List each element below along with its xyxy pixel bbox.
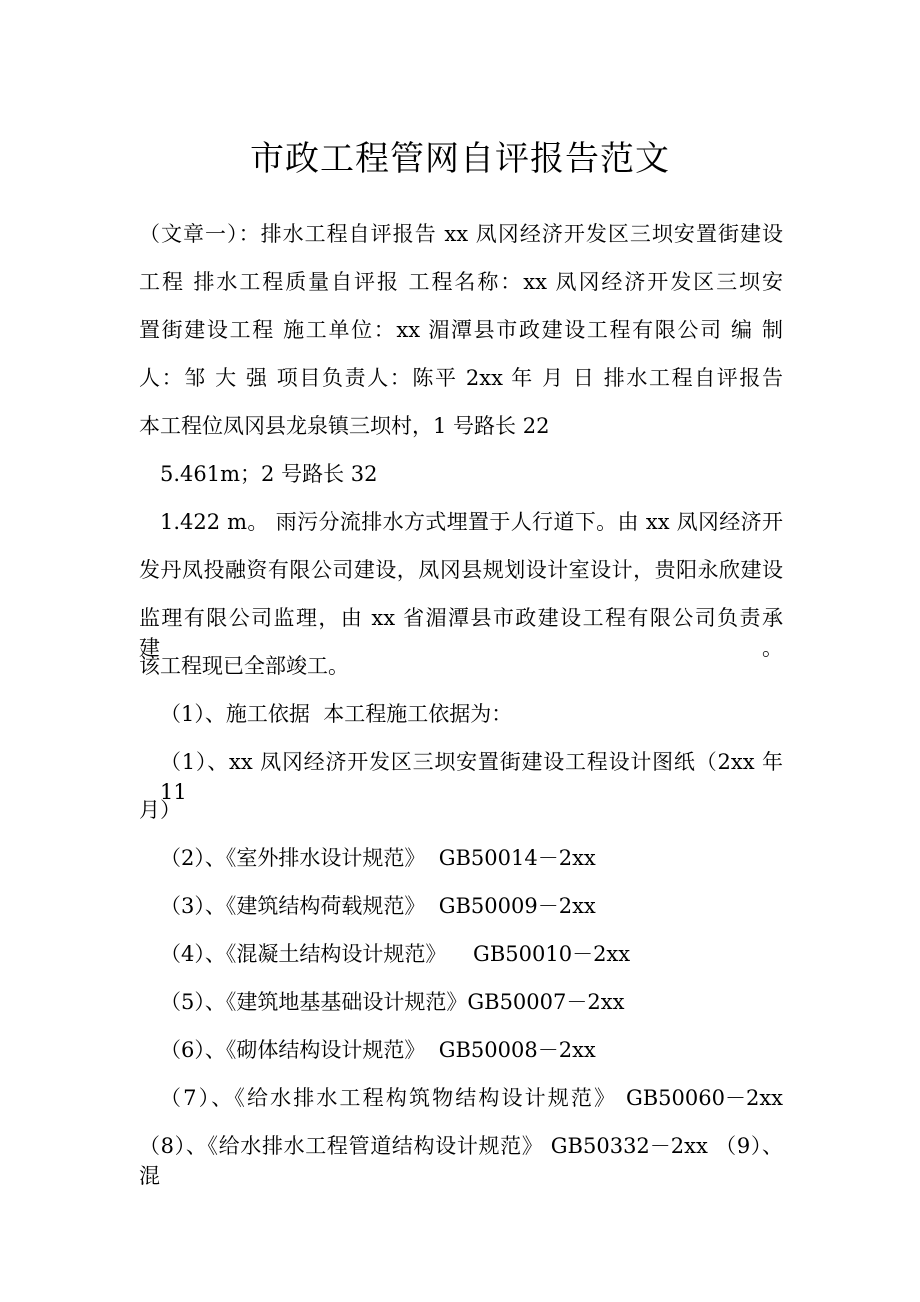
paragraph-line: 工程 排水工程质量自评报 工程名称：xx 凤冈经济开发区三坝安 [139, 270, 783, 294]
list-item: （2）、《室外排水设计规范》 GB50014－2xx [160, 846, 596, 870]
list-item: （3）、《建筑结构荷载规范》 GB50009－2xx [160, 894, 596, 918]
list-item: （4）、《混凝土结构设计规范》 GB50010－2xx [160, 942, 631, 966]
paragraph-line: 监理有限公司监理，由 xx 省湄潭县市政建设工程有限公司负责承建。 [139, 606, 783, 660]
section-heading: （1）、施工依据 本工程施工依据为： [160, 702, 513, 726]
paragraph-line: 发丹凤投融资有限公司建设，凤冈县规划设计室设计，贵阳永欣建设 [139, 558, 783, 582]
list-item: （1）、xx 凤冈经济开发区三坝安置街建设工程设计图纸（2xx 年 11 [160, 750, 783, 804]
paragraph-line: 人：邹 大 强 项目负责人：陈平 2xx 年 月 日 排水工程自评报告 [139, 366, 783, 390]
paragraph-line: （文章一）：排水工程自评报告 xx 凤冈经济开发区三坝安置街建设 [139, 222, 783, 246]
paragraph-line: 5.461m；2 号路长 32 [160, 462, 378, 486]
list-item: （6）、《砌体结构设计规范》 GB50008－2xx [160, 1038, 596, 1062]
list-item: （7）、《给水排水工程构筑物结构设计规范》 GB50060－2xx [160, 1086, 783, 1110]
document-title: 市政工程管网自评报告范文 [250, 138, 670, 179]
list-item: （5）、《建筑地基基础设计规范》GB50007－2xx [160, 990, 625, 1014]
paragraph-line: 本工程位凤冈县龙泉镇三坝村，1 号路长 22 [139, 414, 550, 438]
list-item-continuation: 月） [139, 798, 181, 822]
list-item: （8）、《给水排水工程管道结构设计规范》 GB50332－2xx （9）、混 [139, 1134, 783, 1188]
paragraph-line: 置街建设工程 施工单位：xx 湄潭县市政建设工程有限公司 编 制 [139, 318, 783, 342]
paragraph-line: 该工程现已全部竣工。 [139, 654, 349, 678]
paragraph-line: 1.422 m。 雨污分流排水方式埋置于人行道下。由 xx 凤冈经济开 [160, 510, 783, 534]
